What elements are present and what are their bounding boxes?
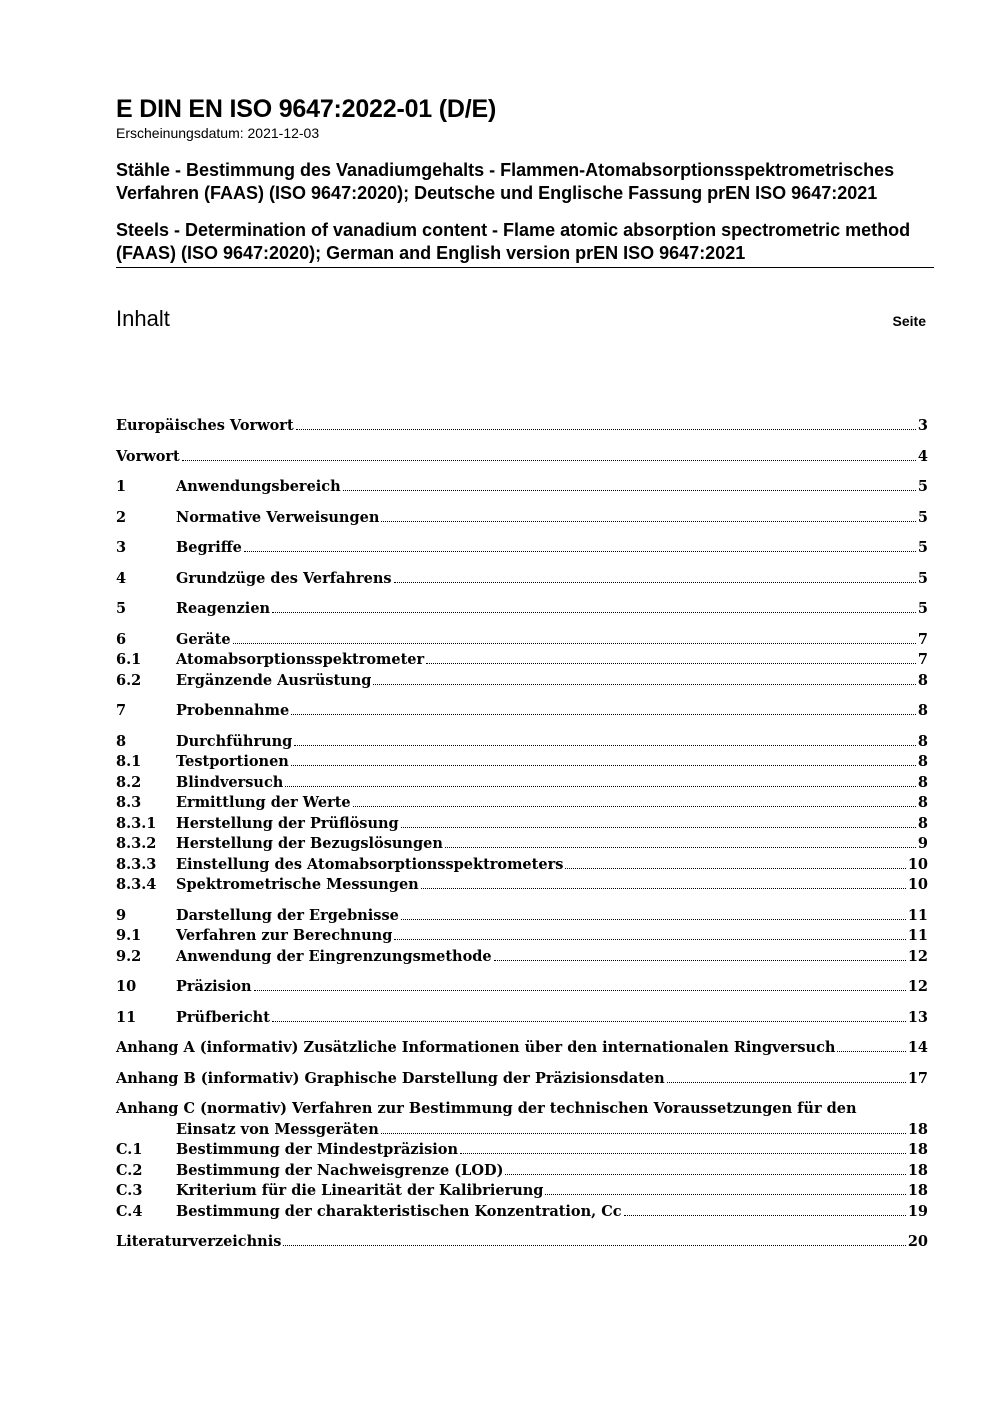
- toc-leader-dots: [545, 1194, 905, 1195]
- toc-entry-text: Ergänzende Ausrüstung: [176, 671, 372, 689]
- toc-leader-dots: [254, 990, 906, 991]
- toc-entry-number: 8: [116, 732, 127, 750]
- toc-entry-8-3-3[interactable]: [116, 855, 928, 876]
- toc-entry-page: 8: [917, 773, 928, 791]
- toc-entry-number: 8.3.4: [116, 876, 157, 893]
- toc-entry-6-2[interactable]: [116, 671, 928, 692]
- toc-entry-page: 18: [907, 1141, 928, 1158]
- toc-entry-number: 6.2: [116, 671, 142, 689]
- toc-leader-dots: [837, 1051, 905, 1052]
- toc-entry-9-1[interactable]: [116, 926, 928, 947]
- toc-entry-9[interactable]: [116, 906, 928, 927]
- toc-leader-dots: [291, 714, 916, 715]
- toc-leader-dots: [353, 806, 916, 807]
- toc-entry-page: 8: [917, 702, 928, 719]
- toc-leader-dots: [460, 1153, 906, 1154]
- toc-entry-number: C.2: [116, 1161, 143, 1179]
- document-id: E DIN EN ISO 9647:2022-01 (D/E): [116, 95, 497, 123]
- toc-leader-dots: [285, 786, 916, 787]
- toc-entry-text: Kriterium für die Linearität der Kalibrierung: [176, 1182, 544, 1199]
- toc-leader-dots: [394, 939, 905, 940]
- toc-entry-c-2[interactable]: [116, 1161, 928, 1182]
- toc-entry-foreword[interactable]: [116, 447, 928, 468]
- toc-leader-dots: [283, 1245, 905, 1246]
- toc-leader-dots: [381, 521, 916, 522]
- toc-leader-dots: [667, 1082, 906, 1083]
- toc-entry-number: 5: [116, 600, 127, 617]
- toc-entry-text: Herstellung der Bezugslösungen: [176, 835, 443, 852]
- toc-leader-dots: [244, 551, 916, 552]
- toc-leader-dots: [624, 1215, 906, 1216]
- toc-leader-dots: [565, 868, 905, 869]
- toc-entry-number: 11: [116, 1008, 137, 1026]
- toc-leader-dots: [233, 643, 916, 644]
- toc-leader-dots: [373, 684, 916, 685]
- toc-entry-text: Ermittlung der Werte: [176, 794, 351, 811]
- toc-entry-10[interactable]: [116, 977, 928, 998]
- toc-entry-number: 8.3.2: [116, 835, 157, 852]
- toc-entry-text: Europäisches Vorwort: [116, 417, 294, 434]
- toc-entry-text: Präzision: [176, 978, 252, 995]
- toc-entry-page: 8: [917, 794, 928, 811]
- toc-entry-annex-b[interactable]: [116, 1069, 928, 1090]
- toc-entry-text: Reagenzien: [176, 600, 271, 617]
- toc-entry-6-1[interactable]: [116, 650, 928, 671]
- toc-page-label: Seite: [892, 313, 926, 329]
- toc-entry-text: Vorwort: [116, 447, 180, 465]
- toc-entry-text: Geräte: [176, 630, 231, 648]
- toc-entry-page: 18: [907, 1120, 928, 1138]
- toc-entry-foreword-european[interactable]: [116, 416, 928, 437]
- toc-entry-5[interactable]: [116, 599, 928, 620]
- toc-entry-8-3-4[interactable]: [116, 875, 928, 896]
- toc-entry-page: 14: [907, 1039, 928, 1056]
- toc-entry-page: 8: [917, 814, 928, 832]
- toc-entry-page: 8: [917, 753, 928, 770]
- toc-entry-text: Bestimmung der Mindestpräzision: [176, 1141, 458, 1158]
- toc-leader-dots: [421, 888, 906, 889]
- toc-entry-page: 7: [917, 630, 928, 648]
- toc-entry-text: Blindversuch: [176, 773, 284, 791]
- title-german: Stähle - Bestimmung des Vanadiumgehalts - Flammen-Atomabsorptionsspektrometrisches Verfahren (FAAS) (ISO 9647:2020); Deutsche und Englische Fassung prEN ISO 9647:2021: [116, 160, 895, 203]
- toc-leader-dots: [401, 919, 906, 920]
- toc-entry-7[interactable]: [116, 701, 928, 722]
- toc-entry-page: 18: [907, 1182, 928, 1199]
- toc-entry-page: 11: [907, 906, 928, 924]
- toc-entry-1[interactable]: [116, 477, 928, 498]
- toc-entry-page: 19: [907, 1202, 928, 1220]
- toc-entry-page: 5: [917, 539, 928, 556]
- toc-leader-dots: [182, 460, 916, 461]
- toc-entry-number: 4: [116, 569, 127, 587]
- toc-entry-number: 8.3.1: [116, 814, 157, 832]
- table-of-contents: [116, 416, 928, 1253]
- toc-entry-text: Grundzüge des Verfahrens: [176, 569, 392, 587]
- toc-entry-annex-a[interactable]: [116, 1038, 928, 1059]
- toc-entry-page: 17: [907, 1069, 928, 1087]
- toc-entry-page: 11: [907, 927, 928, 944]
- toc-entry-c-1[interactable]: [116, 1140, 928, 1161]
- toc-entry-text: Darstellung der Ergebnisse: [176, 906, 399, 924]
- toc-entry-page: 5: [917, 569, 928, 587]
- toc-entry-page: 8: [917, 671, 928, 689]
- toc-leader-dots: [505, 1174, 905, 1175]
- toc-entry-annex-c[interactable]: [116, 1120, 928, 1141]
- toc-entry-text: Anwendung der Eingrenzungsmethode: [176, 947, 492, 965]
- toc-entry-page: 9: [917, 835, 928, 852]
- toc-leader-dots: [272, 612, 916, 613]
- toc-entry-4[interactable]: [116, 569, 928, 590]
- toc-leader-dots: [291, 765, 916, 766]
- toc-entry-page: 18: [907, 1161, 928, 1179]
- toc-entry-text: Herstellung der Prüflösung: [176, 814, 399, 832]
- toc-entry-text: Atomabsorptionsspektrometer: [176, 651, 425, 668]
- toc-leader-dots: [445, 847, 916, 848]
- toc-entry-6[interactable]: [116, 630, 928, 651]
- toc-entry-text: Literaturverzeichnis: [116, 1233, 282, 1250]
- toc-entry-text: Probennahme: [176, 702, 290, 719]
- toc-entry-page: 12: [907, 978, 928, 995]
- toc-entry-8-2[interactable]: [116, 773, 928, 794]
- toc-entry-9-2[interactable]: [116, 947, 928, 968]
- toc-entry-text: Einsatz von Messgeräten: [176, 1120, 379, 1138]
- toc-entry-number: 2: [116, 508, 127, 526]
- toc-entry-number: 6.1: [116, 651, 142, 668]
- toc-entry-text: Begriffe: [176, 539, 242, 556]
- toc-entry-text: Verfahren zur Berechnung: [176, 927, 393, 944]
- toc-entry-number: 10: [116, 978, 137, 995]
- toc-entry-number: C.4: [116, 1202, 143, 1220]
- toc-entry-page: 5: [917, 600, 928, 617]
- toc-entry-number: 9.1: [116, 927, 142, 944]
- toc-leader-dots: [401, 827, 916, 828]
- toc-entry-page: 5: [917, 478, 928, 495]
- toc-entry-text: Einstellung des Atomabsorptionsspektrometers: [176, 855, 564, 873]
- toc-entry-page: 3: [917, 417, 928, 434]
- toc-entry-page: 5: [917, 508, 928, 526]
- toc-entry-page: 10: [907, 855, 928, 873]
- toc-entry-8-3[interactable]: [116, 793, 928, 814]
- toc-entry-page: 4: [917, 447, 928, 465]
- publication-date: Erscheinungsdatum: 2021-12-03: [116, 125, 320, 141]
- toc-entry-8-1[interactable]: [116, 752, 928, 773]
- toc-leader-dots: [296, 429, 916, 430]
- toc-leader-dots: [494, 960, 906, 961]
- toc-entry-c-3[interactable]: [116, 1181, 928, 1202]
- toc-entry-page: 7: [917, 651, 928, 668]
- toc-entry-c-4[interactable]: [116, 1202, 928, 1223]
- toc-heading-row: [116, 305, 926, 333]
- toc-entry-2[interactable]: [116, 508, 928, 529]
- toc-entry-number: 8.3: [116, 794, 142, 811]
- toc-leader-dots: [394, 582, 916, 583]
- toc-entry-number: 8.3.3: [116, 855, 157, 873]
- toc-entry-page: 20: [907, 1233, 928, 1250]
- title-english: Steels - Determination of vanadium content - Flame atomic absorption spectrometric method (FAAS) (ISO 9647:2020); German and English version prEN ISO 9647:2021: [116, 219, 934, 268]
- toc-leader-dots: [294, 745, 916, 746]
- toc-entry-number: 8.2: [116, 773, 142, 791]
- toc-entry-number: 1: [116, 478, 127, 495]
- toc-entry-11[interactable]: [116, 1008, 928, 1029]
- toc-entry-page: 10: [907, 876, 928, 893]
- toc-entry-number: C.1: [116, 1141, 143, 1158]
- toc-entry-annex-c-title[interactable]: Anhang C (normativ) Verfahren zur Bestimmung der technischen Voraussetzungen für den: [116, 1100, 857, 1117]
- toc-entry-text: Anhang B (informativ) Graphische Darstellung der Präzisionsdaten: [116, 1069, 665, 1087]
- toc-entry-text: Bestimmung der Nachweisgrenze (LOD): [176, 1161, 504, 1179]
- toc-entry-page: 12: [907, 947, 928, 965]
- toc-entry-text: Anhang A (informativ) Zusätzliche Informationen über den internationalen Ringversuch: [116, 1039, 836, 1056]
- document-header: [116, 94, 934, 333]
- toc-entry-8-3-2[interactable]: [116, 834, 928, 855]
- toc-entry-text: Prüfbericht: [176, 1008, 270, 1026]
- toc-entry-text: Anwendungsbereich: [176, 478, 341, 495]
- toc-entry-text: Spektrometrische Messungen: [176, 876, 419, 893]
- toc-leader-dots: [426, 663, 916, 664]
- toc-entry-text: Durchführung: [176, 732, 293, 750]
- toc-entry-page: 8: [917, 732, 928, 750]
- toc-entry-number: 9: [116, 906, 127, 924]
- toc-title: Inhalt: [116, 306, 170, 331]
- toc-entry-3[interactable]: [116, 538, 928, 559]
- toc-entry-text: Bestimmung der charakteristischen Konzentration, Cc: [176, 1202, 622, 1220]
- toc-leader-dots: [272, 1021, 906, 1022]
- toc-entry-number: 8.1: [116, 753, 142, 770]
- toc-leader-dots: [343, 490, 916, 491]
- toc-entry-number: 3: [116, 539, 127, 556]
- toc-entry-text: Normative Verweisungen: [176, 508, 380, 526]
- toc-entry-page: 13: [907, 1008, 928, 1026]
- toc-entry-number: 6: [116, 630, 127, 648]
- toc-entry-bibliography[interactable]: [116, 1232, 928, 1253]
- toc-entry-number: C.3: [116, 1182, 143, 1199]
- toc-entry-number: 7: [116, 702, 127, 719]
- toc-entry-text: Testportionen: [176, 753, 289, 770]
- toc-entry-8-3-1[interactable]: [116, 814, 928, 835]
- toc-entry-number: 9.2: [116, 947, 142, 965]
- toc-entry-8[interactable]: [116, 732, 928, 753]
- toc-leader-dots: [381, 1133, 906, 1134]
